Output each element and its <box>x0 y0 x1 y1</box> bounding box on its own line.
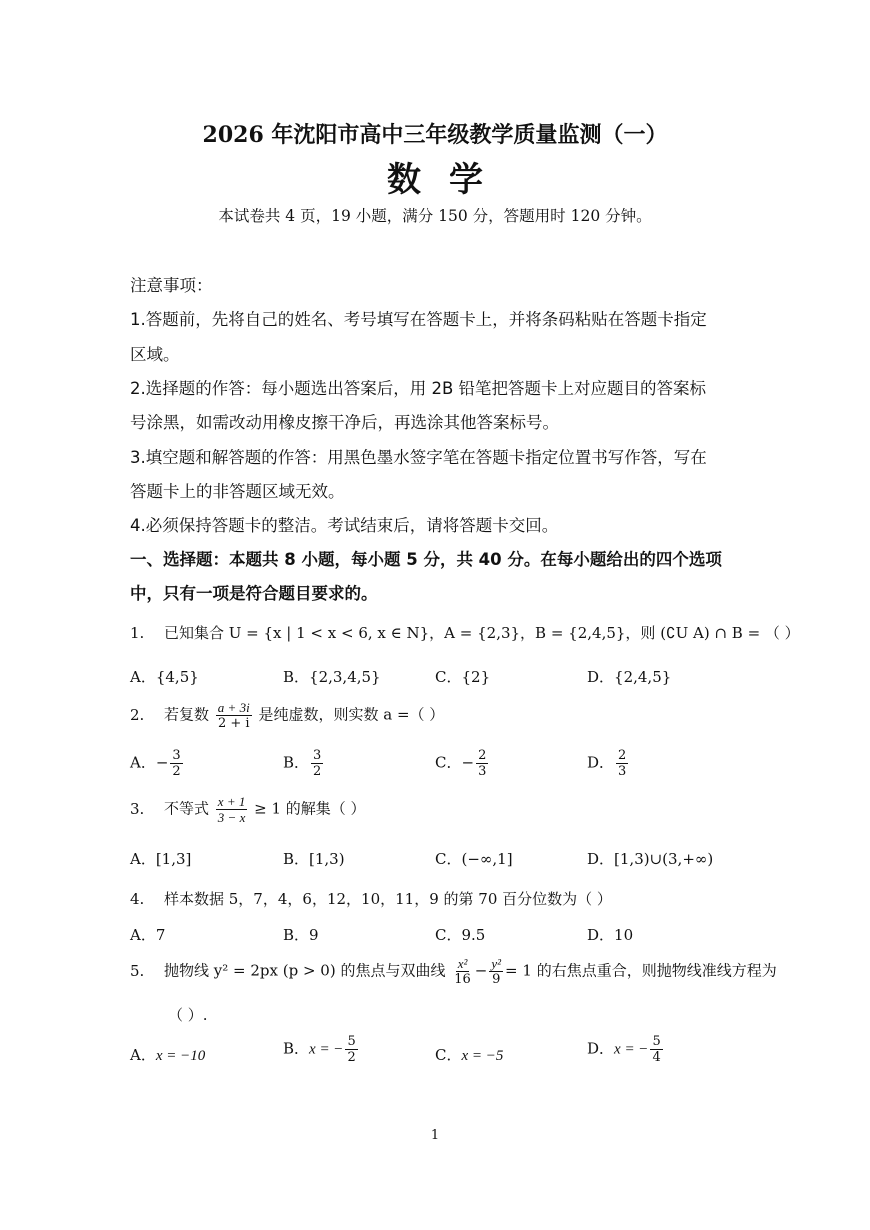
option-a: A．[1,3] <box>130 850 192 868</box>
question-5: 5. 抛物线 y² = 2px (p > 0) 的焦点与双曲线 $\frac{\text{x²}}{16}$ − $\frac{\text{y²}}{9}$ = 1 的右焦点重合，则抛物线准线方程为 <box>130 956 777 987</box>
fraction <box>476 748 488 779</box>
question-stem-post: = 1 的右焦点重合，则抛物线准线方程为 <box>505 961 777 980</box>
section-heading-cont: 中，只有一项是符合题目要求的。 <box>130 584 378 603</box>
fraction <box>489 956 503 987</box>
fraction-numerator: x + 1 <box>217 794 246 809</box>
option-b: B．{2,3,4,5} <box>283 668 381 686</box>
fraction-numerator: y² <box>491 956 502 971</box>
question-number: 2. <box>130 705 145 724</box>
notice-line: 4.必须保持答题卡的整洁。考试结束后，请将答题卡交回。 <box>130 516 559 535</box>
notice-heading: 注意事项： <box>130 276 213 295</box>
fraction <box>216 700 252 731</box>
question-stem-post: ≥ 1 的解集（ ） <box>254 799 366 818</box>
exam-info: 本试卷共 4 页，19 小题，满分 150 分，答题用时 120 分钟。 <box>218 207 652 225</box>
question-number: 1. <box>130 624 145 642</box>
option-text: x = − <box>309 1041 344 1058</box>
question-stem: 样本数据 5，7，4，6，12，10，11，9 的第 70 百分位数为（ ） <box>164 890 612 908</box>
exam-title: 2026 年沈阳市高中三年级教学质量监测（一） <box>202 122 668 148</box>
question-1 <box>130 622 800 643</box>
option-d: D．10 <box>587 926 634 944</box>
question-stem-post: 是纯虚数，则实数 a =（ ） <box>258 705 445 724</box>
fraction-numerator: 3 <box>172 748 181 763</box>
fraction <box>650 1034 662 1065</box>
fraction <box>616 748 628 779</box>
option-c <box>435 1044 503 1065</box>
fraction-denominator: 16 <box>454 972 471 987</box>
fraction-numerator: x² <box>457 956 468 971</box>
option-label: D． <box>587 1039 615 1058</box>
option-sign: − <box>461 753 475 772</box>
option-a <box>130 1044 205 1065</box>
question-number: 3. <box>130 799 145 818</box>
option-d <box>587 748 630 779</box>
notice-line: 号涂黑，如需改动用橡皮擦干净后，再选涂其他答案标号。 <box>130 413 559 432</box>
fraction-denominator: 3 <box>618 764 627 779</box>
question-2 <box>130 700 444 731</box>
fraction <box>170 748 182 779</box>
fraction <box>311 748 323 779</box>
option-b: B．[1,3) <box>283 850 345 868</box>
option-sign: − <box>155 753 169 772</box>
fraction-denominator: 2 <box>313 764 322 779</box>
option-label: A． <box>130 753 156 772</box>
question-stem-pre: 若复数 <box>164 705 210 724</box>
option-c: C．{2} <box>435 668 491 686</box>
option-c <box>435 748 490 779</box>
question-3 <box>130 794 366 825</box>
option-label: B． <box>283 1039 310 1058</box>
option-c: C．9.5 <box>435 926 486 944</box>
question-stem-pre: 抛物线 y² = 2px (p > 0) 的焦点与双曲线 <box>164 961 446 980</box>
notice-line: 2.选择题的作答：每小题选出答案后，用 2B 铅笔把答题卡上对应题目的答案标 <box>130 379 707 398</box>
question-5-cont: （ ）. <box>168 1006 208 1024</box>
fraction-numerator: 5 <box>347 1034 356 1049</box>
option-text: x = − <box>614 1041 649 1058</box>
fraction-numerator: 3 <box>313 748 322 763</box>
option-text: x = −5 <box>461 1048 504 1064</box>
fraction <box>345 1034 357 1065</box>
page-number: 1 <box>430 1128 440 1143</box>
fraction <box>216 794 248 825</box>
subject-title: 数学 <box>387 160 511 200</box>
option-label: C． <box>435 753 462 772</box>
option-c: C．(−∞,1] <box>435 850 513 868</box>
option-label: D． <box>587 753 615 772</box>
option-b <box>283 748 325 779</box>
fraction-denominator: 9 <box>492 972 501 987</box>
notice-line: 答题卡上的非答题区域无效。 <box>130 482 345 501</box>
option-label: A． <box>130 1046 156 1064</box>
fraction-denominator: 2 <box>347 1050 356 1065</box>
question-stem: 已知集合 U = {x | 1 < x < 6, x ∈ N}，A = {2,3}，B = {2,4,5}，则 (∁U A) ∩ B = （ ） <box>164 624 800 642</box>
fraction-numerator: 5 <box>652 1034 661 1049</box>
fraction-denominator: 3 <box>478 764 487 779</box>
section-heading: 一、选择题：本题共 8 小题，每小题 5 分，共 40 分。在每小题给出的四个选项 <box>130 550 722 569</box>
fraction-numerator: 2 <box>618 748 627 763</box>
option-a <box>130 748 185 779</box>
fraction-denominator: 3 − x <box>217 810 246 825</box>
fraction-numerator: 2 <box>478 748 487 763</box>
option-a: A．{4,5} <box>130 668 199 686</box>
fraction-numerator: a + 3i <box>217 700 250 715</box>
notice-line: 1.答题前，先将自己的姓名、考号填写在答题卡上，并将条码粘贴在答题卡指定 <box>130 310 707 329</box>
option-label: C． <box>435 1046 462 1064</box>
option-b: B．9 <box>283 926 319 944</box>
option-d <box>587 1034 665 1065</box>
fraction-denominator: 2 + i <box>217 716 250 731</box>
question-number: 5. <box>130 961 145 980</box>
question-stem-pre: 不等式 <box>164 799 210 818</box>
fraction-denominator: 2 <box>172 764 181 779</box>
fraction-denominator: 4 <box>652 1050 661 1065</box>
option-d: D．[1,3)∪(3,+∞) <box>587 850 714 868</box>
fraction <box>452 956 473 987</box>
option-d: D．{2,4,5} <box>587 668 672 686</box>
option-b <box>283 1034 360 1065</box>
question-4 <box>130 888 612 909</box>
option-label: B． <box>283 753 310 772</box>
notice-line: 区域。 <box>130 345 180 364</box>
question-number: 4. <box>130 890 145 908</box>
option-text: x = −10 <box>155 1048 206 1064</box>
notice-line: 3.填空题和解答题的作答：用黑色墨水签字笔在答题卡指定位置书写作答，写在 <box>130 448 707 467</box>
option-a: A．7 <box>130 926 166 944</box>
